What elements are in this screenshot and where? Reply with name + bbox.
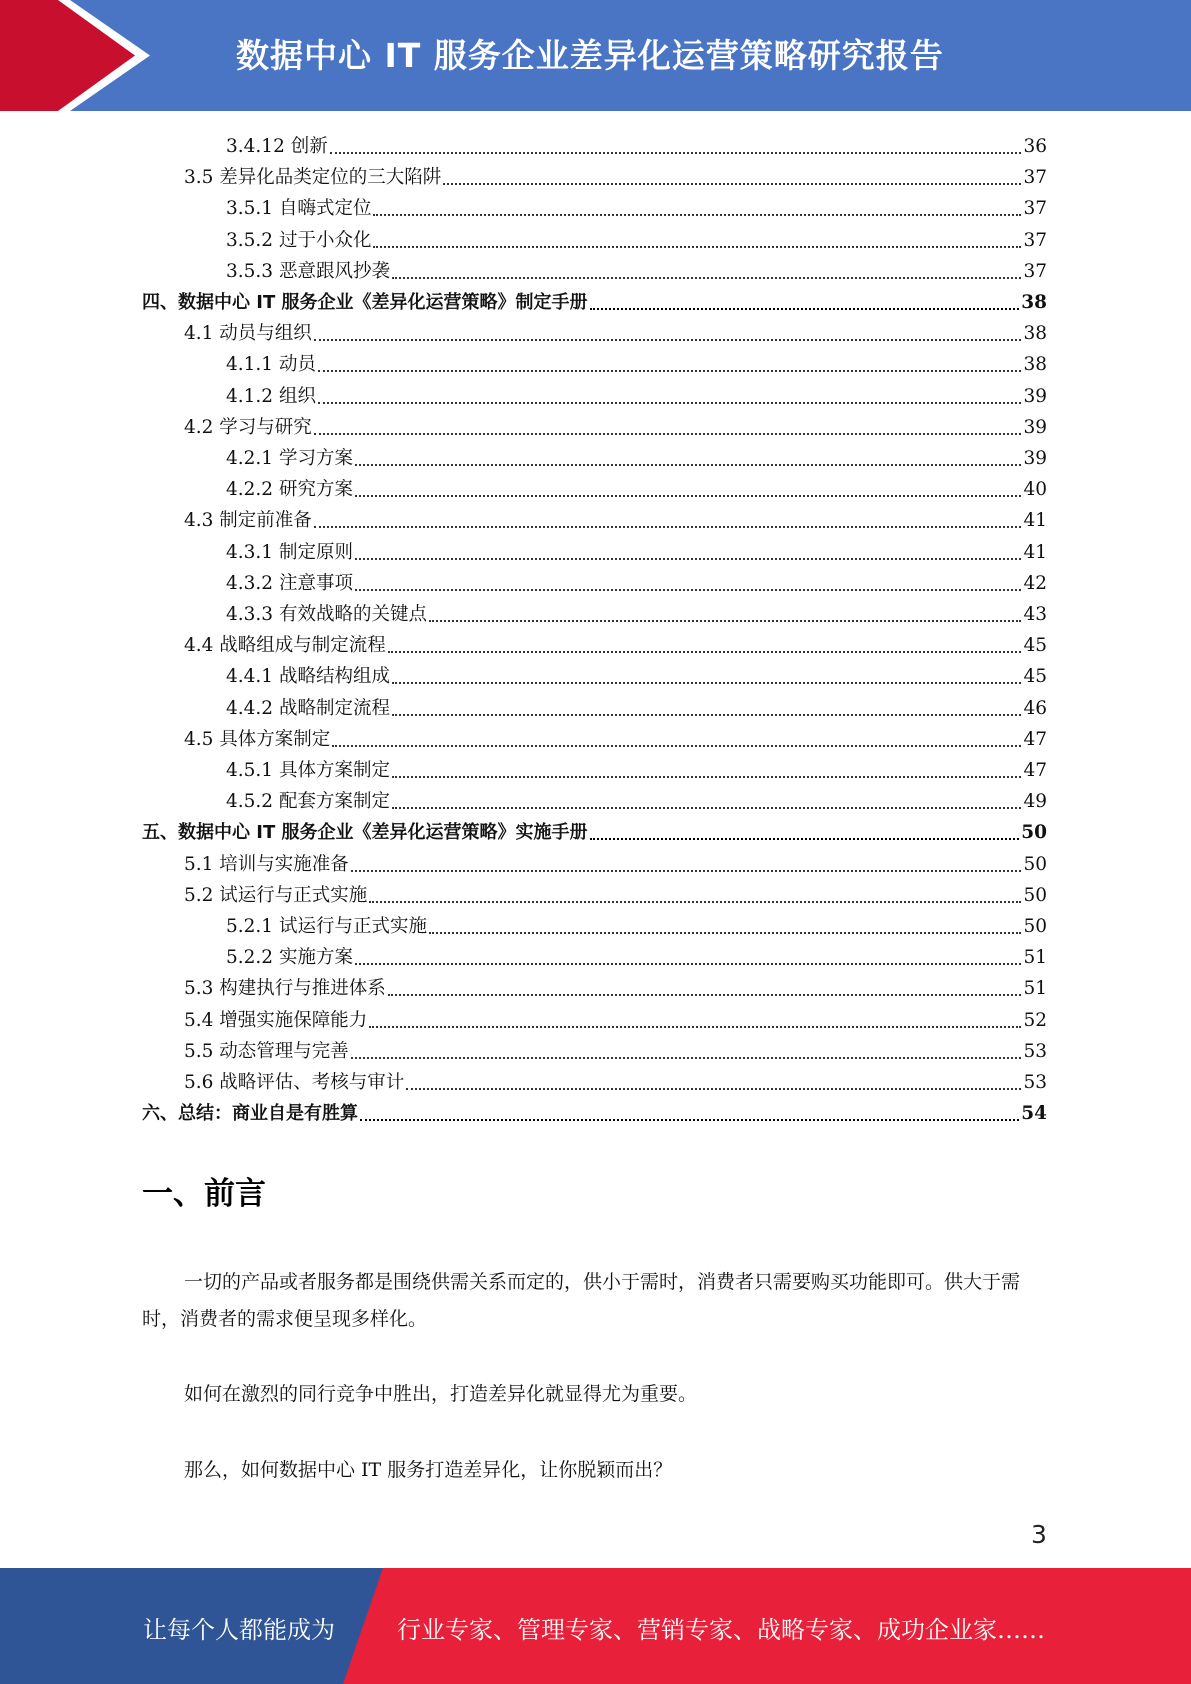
toc-entry[interactable] [226, 378, 1047, 409]
toc-dot-leader [330, 151, 1022, 154]
toc-entry[interactable] [142, 284, 1047, 315]
paragraph-1: 一切的产品或者服务都是围绕供需关系而定的，供小于需时，消费者只需要购买功能即可。供大于需时，消费者的需求便呈现多样化。 [142, 1271, 1021, 1330]
toc-entry-label: 六、总结：商业自是有胜算 [142, 1103, 358, 1125]
toc-entry-page: 37 [1023, 167, 1047, 189]
toc-entry[interactable] [184, 409, 1047, 440]
toc-entry-page: 50 [1021, 822, 1047, 844]
toc-entry-label: 4.4 战略组成与制定流程 [184, 635, 386, 657]
toc-entry[interactable] [226, 440, 1047, 471]
toc-entry-label: 3.5.1 自嗨式定位 [226, 198, 372, 220]
toc-entry-label: 5.4 增强实施保障能力 [184, 1009, 368, 1031]
toc-dot-leader [388, 993, 1022, 996]
toc-entry-label: 四、数据中心 IT 服务企业《差异化运营策略》制定手册 [142, 292, 588, 313]
toc-entry[interactable] [226, 222, 1047, 253]
toc-entry-page: 51 [1023, 947, 1047, 969]
toc-dot-leader [355, 557, 1022, 560]
toc-entry-page: 53 [1023, 1040, 1047, 1062]
toc-entry-label: 5.1 培训与实施准备 [184, 853, 349, 875]
toc-entry-page: 38 [1023, 323, 1047, 345]
header-banner [0, 0, 1191, 111]
toc-entry[interactable] [184, 502, 1047, 533]
toc-entry[interactable] [184, 1002, 1047, 1033]
toc-entry[interactable] [226, 190, 1047, 221]
toc-entry-label: 5.2.1 试运行与正式实施 [226, 916, 427, 937]
toc-entry-page: 36 [1023, 136, 1047, 157]
toc-entry[interactable] [226, 346, 1047, 377]
toc-entry-label: 4.4.2 战略制定流程 [226, 697, 390, 719]
toc-entry[interactable] [184, 1033, 1047, 1064]
toc-entry-label: 4.3.3 有效战略的关键点 [226, 604, 427, 625]
toc-entry[interactable] [184, 877, 1047, 908]
toc-entry-label: 4.4.1 战略结构组成 [226, 666, 390, 688]
toc-entry[interactable] [184, 627, 1047, 658]
toc-entry-label: 5.2 试运行与正式实施 [184, 884, 368, 906]
toc-entry-page: 47 [1023, 760, 1047, 781]
toc-entry[interactable] [142, 814, 1047, 845]
toc-dot-leader [392, 775, 1021, 778]
paragraph-3: 那么，如何数据中心 IT 服务打造差异化，让你脱颖而出？ [184, 1459, 673, 1481]
toc-dot-leader [369, 1025, 1021, 1028]
toc-dot-leader [392, 713, 1021, 716]
toc-entry[interactable] [184, 721, 1047, 752]
toc-entry[interactable] [226, 783, 1047, 814]
toc-entry-page: 54 [1021, 1103, 1047, 1125]
toc-dot-leader [355, 494, 1022, 497]
toc-entry[interactable] [226, 658, 1047, 689]
toc-entry-page: 37 [1023, 229, 1047, 251]
toc-dot-leader [355, 962, 1022, 965]
toc-dot-leader [429, 619, 1021, 622]
toc-entry-label: 5.5 动态管理与完善 [184, 1040, 349, 1062]
toc-entry[interactable] [226, 908, 1047, 939]
toc-dot-leader [314, 525, 1022, 528]
toc-entry[interactable] [226, 534, 1047, 565]
toc-entry-label: 4.2.1 学习方案 [226, 448, 353, 469]
toc-entry[interactable] [142, 1095, 1047, 1126]
toc-dot-leader [355, 588, 1022, 591]
toc-dot-leader [332, 744, 1021, 747]
toc-dot-leader [590, 307, 1020, 310]
page-number: 3 [1031, 1520, 1047, 1549]
toc-entry-label: 3.5 差异化品类定位的三大陷阱 [184, 167, 442, 189]
toc-entry[interactable] [226, 253, 1047, 284]
toc-entry-page: 45 [1023, 635, 1047, 657]
toc-dot-leader [360, 1118, 1019, 1121]
toc-entry-page: 40 [1023, 479, 1047, 501]
toc-dot-leader [318, 401, 1022, 404]
toc-entry-page: 47 [1023, 728, 1047, 750]
toc-entry-label: 4.3 制定前准备 [184, 510, 312, 532]
toc-entry-page: 50 [1023, 853, 1047, 875]
toc-entry[interactable] [226, 596, 1047, 627]
footer-banner [0, 1568, 1191, 1684]
paragraph-2: 如何在激烈的同行竞争中胜出，打造差异化就显得尤为重要。 [184, 1383, 698, 1405]
toc-entry-page: 53 [1023, 1072, 1047, 1093]
toc-entry-page: 45 [1023, 666, 1047, 688]
toc-dot-leader [355, 463, 1022, 466]
toc-entry-label: 4.2 学习与研究 [184, 416, 312, 438]
toc-dot-leader [314, 432, 1022, 435]
toc-entry[interactable] [226, 565, 1047, 596]
toc-entry-page: 42 [1023, 572, 1047, 594]
toc-entry-page: 50 [1023, 884, 1047, 906]
toc-dot-leader [392, 276, 1021, 279]
toc-entry-label: 五、数据中心 IT 服务企业《差异化运营策略》实施手册 [142, 822, 588, 844]
toc-dot-leader [429, 931, 1021, 934]
toc-entry-page: 38 [1023, 354, 1047, 376]
toc-dot-leader [590, 837, 1020, 840]
toc-entry-label: 4.1.2 组织 [226, 385, 316, 407]
toc-entry[interactable] [226, 939, 1047, 970]
red-chevron-logo-icon [0, 0, 160, 111]
toc-dot-leader [318, 369, 1022, 372]
toc-entry-page: 41 [1023, 541, 1047, 563]
toc-dot-leader [314, 338, 1022, 341]
toc-entry-label: 4.3.1 制定原则 [226, 541, 353, 563]
toc-dot-leader [369, 900, 1021, 903]
toc-entry[interactable] [226, 128, 1047, 159]
toc-entry[interactable] [184, 159, 1047, 190]
toc-entry-label: 4.1 动员与组织 [184, 323, 312, 345]
toc-entry-page: 43 [1023, 604, 1047, 625]
toc-dot-leader [392, 681, 1021, 684]
footer-slogan-left: 让每个人都能成为 [143, 1616, 335, 1644]
toc-entry-page: 38 [1021, 292, 1047, 313]
toc-entry-label: 5.6 战略评估、考核与审计 [184, 1072, 405, 1093]
toc-dot-leader [388, 650, 1022, 653]
toc-entry-label: 4.2.2 研究方案 [226, 479, 353, 501]
toc-entry-page: 50 [1023, 916, 1047, 937]
toc-entry-label: 5.2.2 实施方案 [226, 947, 353, 969]
toc-entry-page: 46 [1023, 697, 1047, 719]
toc-entry-page: 52 [1023, 1009, 1047, 1031]
toc-entry-page: 37 [1023, 260, 1047, 282]
toc-dot-leader [373, 213, 1021, 216]
toc-entry-label: 4.1.1 动员 [226, 354, 316, 376]
toc-entry-label: 3.5.2 过于小众化 [226, 229, 372, 251]
toc-dot-leader [351, 1056, 1022, 1059]
toc-dot-leader [406, 1087, 1021, 1090]
toc-dot-leader [392, 806, 1021, 809]
toc-entry-page: 39 [1023, 448, 1047, 469]
toc-entry-page: 49 [1023, 791, 1047, 813]
toc-dot-leader [443, 182, 1021, 185]
toc-entry[interactable] [226, 752, 1047, 783]
document-title: 数据中心 IT 服务企业差异化运营策略研究报告 [236, 36, 944, 75]
section-heading: 一、前言 [142, 1176, 266, 1212]
footer-slogan-right: 行业专家、管理专家、营销专家、战略专家、成功企业家…… [397, 1616, 1045, 1644]
toc-entry-label: 4.5.2 配套方案制定 [226, 791, 390, 813]
toc-dot-leader [351, 869, 1022, 872]
toc-entry[interactable] [226, 471, 1047, 502]
toc-entry[interactable] [184, 846, 1047, 877]
toc-entry-label: 4.5.1 具体方案制定 [226, 760, 390, 781]
toc-entry[interactable] [184, 1064, 1047, 1095]
toc-entry-page: 51 [1023, 978, 1047, 1000]
toc-entry[interactable] [226, 690, 1047, 721]
toc-entry-label: 4.3.2 注意事项 [226, 572, 353, 594]
toc-dot-leader [373, 245, 1021, 248]
toc-entry[interactable] [184, 315, 1047, 346]
toc-entry-label: 5.3 构建执行与推进体系 [184, 978, 386, 1000]
toc-entry-page: 41 [1023, 510, 1047, 532]
toc-entry-label: 3.4.12 创新 [226, 136, 328, 157]
toc-entry-label: 3.5.3 恶意跟风抄袭 [226, 260, 390, 282]
toc-entry-page: 39 [1023, 416, 1047, 438]
toc-entry-label: 4.5 具体方案制定 [184, 728, 331, 750]
toc-entry[interactable] [184, 970, 1047, 1001]
toc-entry-page: 39 [1023, 385, 1047, 407]
toc-entry-page: 37 [1023, 198, 1047, 220]
